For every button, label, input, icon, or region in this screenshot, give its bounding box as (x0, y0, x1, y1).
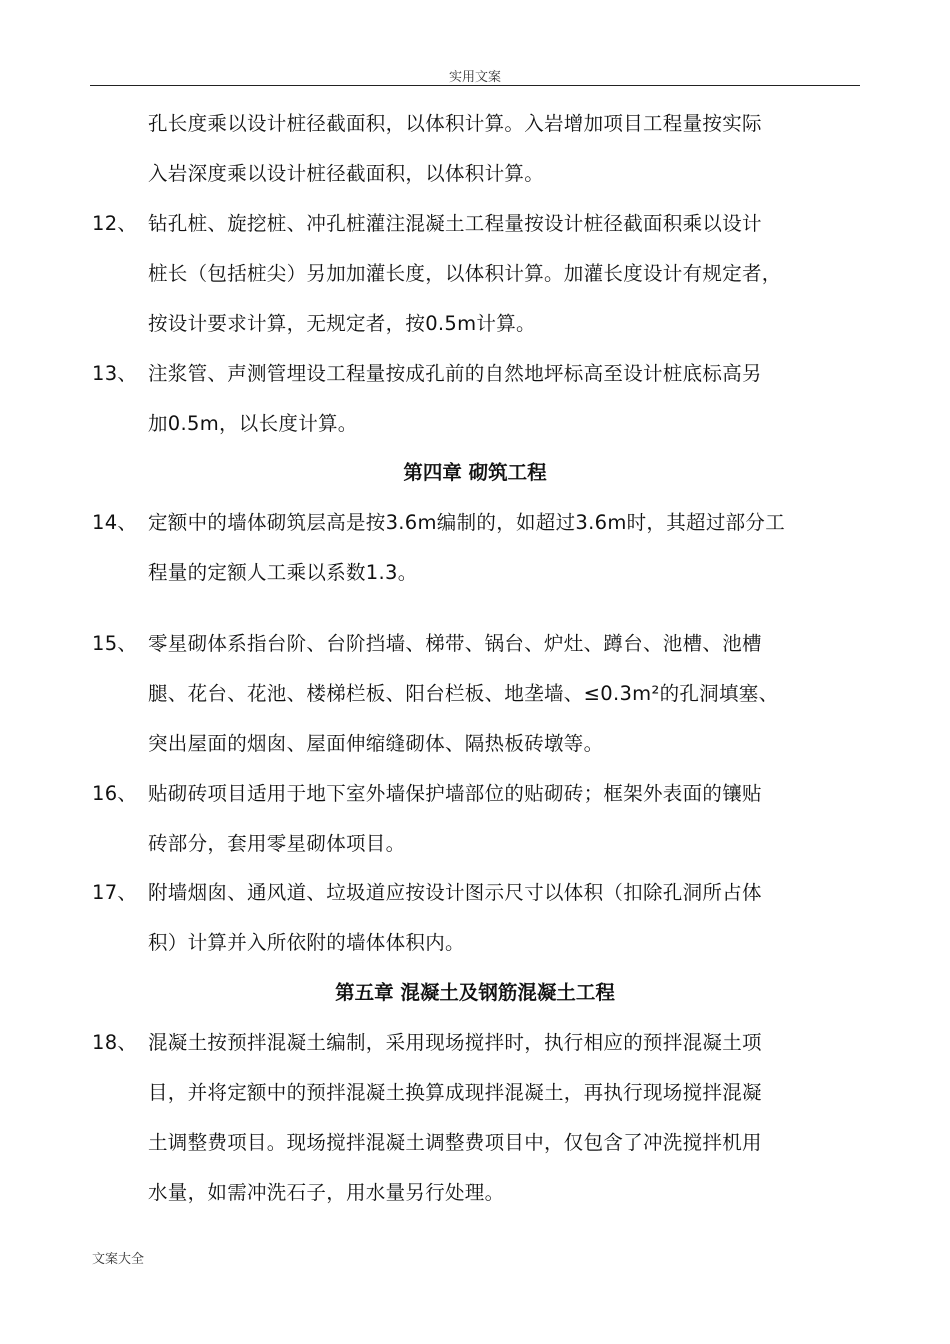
text-line: 积）计算并入所依附的墙体体积内。 (148, 931, 465, 954)
text-line: 程量的定额人工乘以系数1.3。 (148, 561, 418, 584)
clause-number: 16、 (92, 782, 138, 805)
text-line: 砖部分，套用零星砌体项目。 (148, 832, 406, 855)
text-line: 附墙烟囱、通风道、垃圾道应按设计图示尺寸以体积（扣除孔洞所占体 (148, 881, 762, 904)
text-line: 加0.5m，以长度计算。 (148, 412, 358, 435)
clause-number: 13、 (92, 362, 138, 385)
text-line: 桩长（包括桩尖）另加加灌长度，以体积计算。加灌长度设计有规定者， (148, 262, 782, 285)
page-header: 实用文案 (448, 70, 501, 85)
text-line: 混凝土按预拌混凝土编制，采用现场搅拌时，执行相应的预拌混凝土项 (148, 1031, 762, 1054)
text-line: 突出屋面的烟囱、屋面伸缩缝砌体、隔热板砖墩等。 (148, 732, 604, 755)
text-line: 土调整费项目。现场搅拌混凝土调整费项目中，仅包含了冲洗搅拌机用 (148, 1131, 762, 1154)
text-line: 孔长度乘以设计桩径截面积，以体积计算。入岩增加项目工程量按实际 (148, 112, 762, 135)
clause-number: 14、 (92, 511, 138, 534)
text-line: 腿、花台、花池、楼梯栏板、阳台栏板、地垄墙、≤0.3m²的孔洞填塞、 (148, 682, 779, 705)
text-line: 定额中的墙体砌筑层高是按3.6m编制的，如超过3.6m时，其超过部分工 (148, 511, 786, 534)
text-line: 贴砌砖项目适用于地下室外墙保护墙部位的贴砌砖；框架外表面的镶贴 (148, 782, 762, 805)
chapter-heading: 第四章 砌筑工程 (403, 461, 547, 484)
clause-number: 18、 (92, 1031, 138, 1054)
clause-number: 12、 (92, 212, 138, 235)
clause-number: 17、 (92, 881, 138, 904)
text-line: 目，并将定额中的预拌混凝土换算成现拌混凝土，再执行现场搅拌混凝 (148, 1081, 762, 1104)
chapter-heading: 第五章 混凝土及钢筋混凝土工程 (335, 981, 615, 1004)
page-footer: 文案大全 (92, 1252, 145, 1267)
text-line: 注浆管、声测管埋设工程量按成孔前的自然地坪标高至设计桩底标高另 (148, 362, 762, 385)
header-divider (90, 85, 860, 86)
text-line: 按设计要求计算，无规定者，按0.5m计算。 (148, 312, 536, 335)
text-line: 入岩深度乘以设计桩径截面积，以体积计算。 (148, 162, 545, 185)
clause-number: 15、 (92, 632, 138, 655)
text-line: 水量，如需冲洗石子，用水量另行处理。 (148, 1181, 505, 1204)
text-line: 零星砌体系指台阶、台阶挡墙、梯带、锅台、炉灶、蹲台、池槽、池槽 (148, 632, 762, 655)
text-line: 钻孔桩、旋挖桩、冲孔桩灌注混凝土工程量按设计桩径截面积乘以设计 (148, 212, 762, 235)
